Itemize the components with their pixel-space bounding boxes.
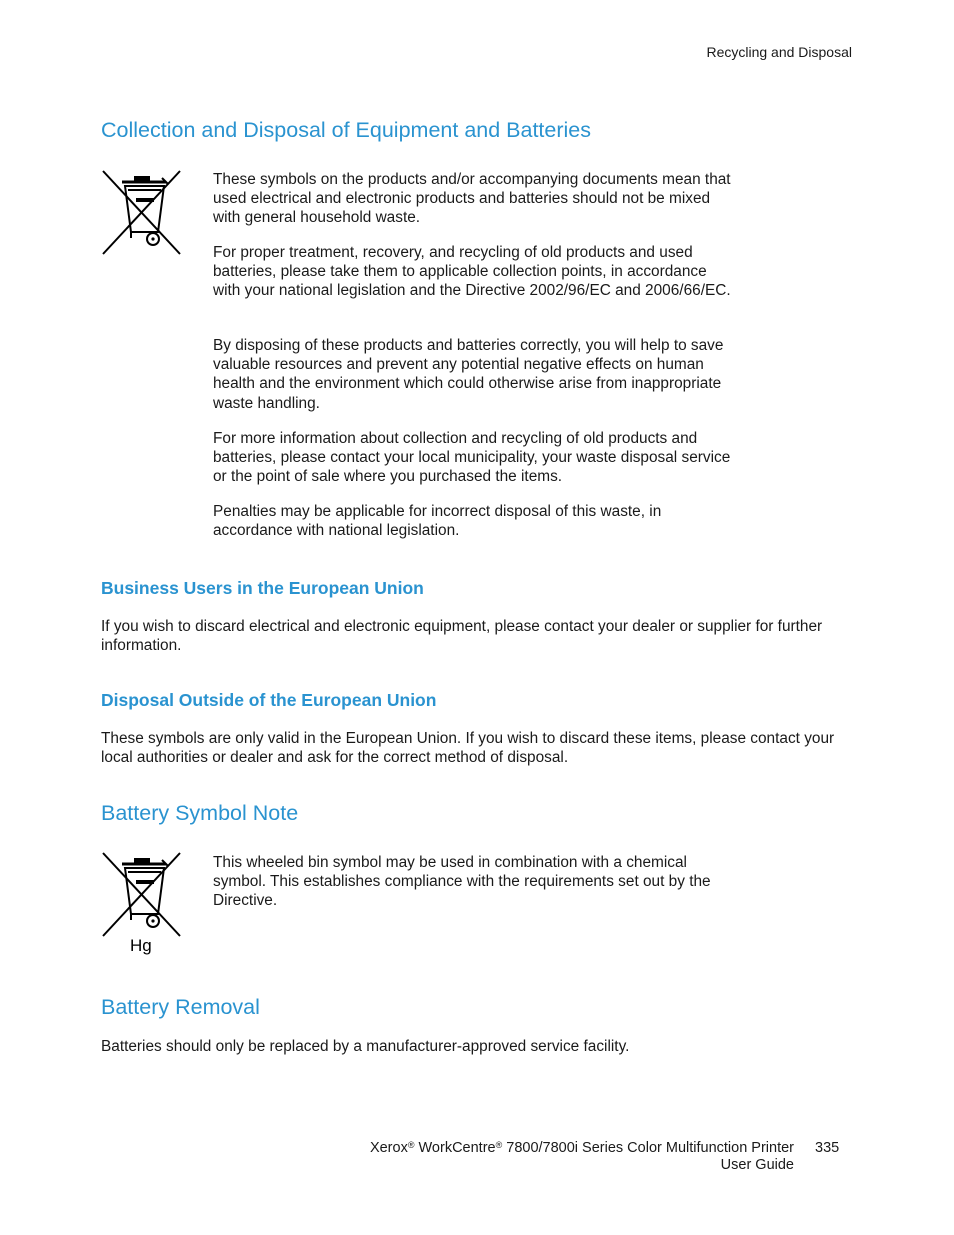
collection-paragraph-2: For proper treatment, recovery, and recycling of old products and used batteries, please take them to applicable collection points, in accordance with your national legislation and the Directive 2002/96/EC and 2006/66/EC. xyxy=(213,244,731,300)
collection-paragraph-5: Penalties may be applicable for incorrect disposal of this waste, in accordance with national legislation. xyxy=(213,503,662,540)
crossed-wheelie-bin-hg-icon xyxy=(100,850,184,958)
subsection-title-outside: Disposal Outside of the European Union xyxy=(101,690,437,710)
crossed-wheelie-bin-icon xyxy=(100,168,184,258)
outside-paragraph: These symbols are only valid in the European Union. If you wish to discard these items, please contact your local authorities or dealer and ask for the correct method of disposal. xyxy=(101,730,835,767)
page-number: 335 xyxy=(815,1140,840,1156)
subsection-title-business: Business Users in the European Union xyxy=(101,578,424,598)
footer-brand: Xerox xyxy=(369,1140,408,1156)
footer-product-model: 7800/7800i Series Color Multifunction Printer xyxy=(506,1140,794,1156)
collection-paragraph-3: By disposing of these products and batteries correctly, you will help to save valuable resources and prevent any potential negative effects on human health and the environment which could otherwise arise from inappropriate waste handling. xyxy=(213,337,724,412)
business-paragraph: If you wish to discard electrical and electronic equipment, please contact your dealer or supplier for further information. xyxy=(101,618,823,655)
section-title-collection: Collection and Disposal of Equipment and Batteries xyxy=(101,118,592,142)
battery-removal-paragraph: Batteries should only be replaced by a manufacturer-approved service facility. xyxy=(101,1038,630,1055)
section-title-battery-note: Battery Symbol Note xyxy=(101,801,299,825)
section-title-battery-removal: Battery Removal xyxy=(101,995,260,1019)
footer-doc-type: User Guide xyxy=(720,1157,794,1173)
collection-paragraph-4: For more information about collection and recycling of old products and batteries, please contact your local municipality, your waste disposal service or the point of sale where you purchased the items. xyxy=(213,430,731,486)
registered-mark: ® xyxy=(495,1140,503,1150)
battery-note-paragraph: This wheeled bin symbol may be used in combination with a chemical symbol. This establishes compliance with the requirements set out by the Directive. xyxy=(213,854,711,910)
collection-paragraph-1: These symbols on the products and/or accompanying documents mean that used electrical and electronic products and batteries should not be mixed with general household waste. xyxy=(213,171,731,227)
footer-product xyxy=(370,1140,794,1174)
footer-product-name: WorkCentre xyxy=(418,1140,496,1156)
chemical-symbol-label: Hg xyxy=(130,936,152,955)
footer-product-line xyxy=(370,1140,794,1157)
registered-mark: ® xyxy=(407,1140,415,1150)
running-header: Recycling and Disposal xyxy=(706,44,852,60)
